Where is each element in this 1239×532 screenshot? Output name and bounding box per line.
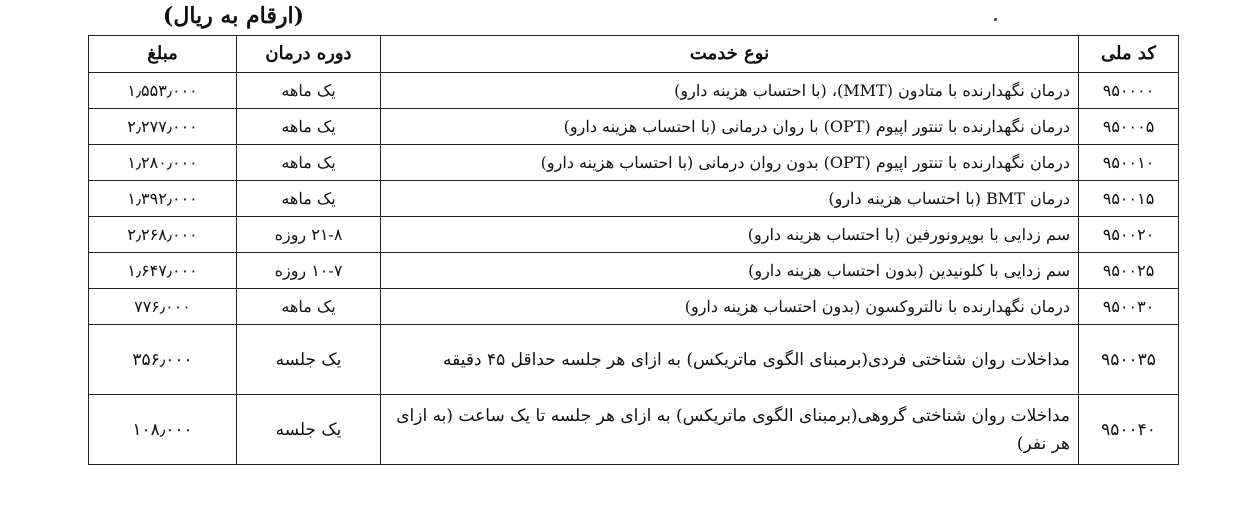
period-cell: یک ماهه — [237, 289, 381, 325]
national-code-cell: ۹۵۰۰۲۵ — [1079, 253, 1179, 289]
tariff-table — [88, 35, 1179, 465]
amount-cell: ۲٫۲۶۸٫۰۰۰ — [89, 217, 237, 253]
national-code-cell: ۹۵۰۰۳۵ — [1079, 325, 1179, 395]
national-code-cell: ۹۵۰۰۲۰ — [1079, 217, 1179, 253]
national-code-cell: ۹۵۰۰۳۰ — [1079, 289, 1179, 325]
service-cell: سم زدایی با کلونیدین (بدون احتساب هزینه دارو) — [381, 253, 1079, 289]
amount-cell: ۷۷۶٫۰۰۰ — [89, 289, 237, 325]
period-cell: یک ماهه — [237, 73, 381, 109]
service-cell: مداخلات روان شناختی فردی(برمبنای الگوی ماتریکس) به ازای هر جلسه حداقل ۴۵ دقیقه — [381, 325, 1079, 395]
service-cell: درمان نگهدارنده با متادون (MMT)، (با احتساب هزینه دارو) — [381, 73, 1079, 109]
amount-unit-caption: (ارقام به ریال) — [162, 3, 304, 29]
amount-cell: ۱٫۲۸۰٫۰۰۰ — [89, 145, 237, 181]
header-row — [89, 36, 1179, 73]
amount-cell: ۲٫۲۷۷٫۰۰۰ — [89, 109, 237, 145]
service-cell: مداخلات روان شناختی گروهی(برمبنای الگوی ماتریکس) به ازای هر جلسه تا یک ساعت (به ازای هر نفر) — [381, 395, 1079, 465]
national-code-cell: ۹۵۰۰۱۰ — [1079, 145, 1179, 181]
service-cell: سم زدایی با بوپرونورفین (با احتساب هزینه دارو) — [381, 217, 1079, 253]
service-cell: درمان نگهدارنده با نالتروکسون (بدون احتساب هزینه دارو) — [381, 289, 1079, 325]
amount-cell: ۱٫۵۵۳٫۰۰۰ — [89, 73, 237, 109]
header-amount: مبلغ — [89, 36, 237, 73]
table-row — [89, 181, 1179, 217]
table-row — [89, 253, 1179, 289]
table-row — [89, 289, 1179, 325]
national-code-cell: ۹۵۰۰۰۵ — [1079, 109, 1179, 145]
table-row — [89, 395, 1179, 465]
period-cell: ۱۰-۷ روزه — [237, 253, 381, 289]
amount-cell: ۱٫۶۴۷٫۰۰۰ — [89, 253, 237, 289]
table-row — [89, 217, 1179, 253]
period-cell: ۲۱-۸ روزه — [237, 217, 381, 253]
service-cell: درمان نگهدارنده با تنتور اپیوم (OPT) بدون روان درمانی (با احتساب هزینه دارو) — [381, 145, 1079, 181]
national-code-cell: ۹۵۰۰۴۰ — [1079, 395, 1179, 465]
amount-cell: ۳۵۶٫۰۰۰ — [89, 325, 237, 395]
national-code-cell: ۹۵۰۰۰۰ — [1079, 73, 1179, 109]
amount-cell: ۱٫۳۹۲٫۰۰۰ — [89, 181, 237, 217]
table-row — [89, 73, 1179, 109]
period-cell: یک جلسه — [237, 395, 381, 465]
header-period: دوره درمان — [237, 36, 381, 73]
service-cell: درمان نگهدارنده با تنتور اپیوم (OPT) با روان درمانی (با احتساب هزینه دارو) — [381, 109, 1079, 145]
scan-speck — [994, 18, 997, 21]
period-cell: یک ماهه — [237, 109, 381, 145]
period-cell: یک ماهه — [237, 145, 381, 181]
header-code: کد ملی — [1079, 36, 1179, 73]
period-cell: یک ماهه — [237, 181, 381, 217]
period-cell: یک جلسه — [237, 325, 381, 395]
national-code-cell: ۹۵۰۰۱۵ — [1079, 181, 1179, 217]
table-row — [89, 325, 1179, 395]
header-service: نوع خدمت — [381, 36, 1079, 73]
table-row — [89, 145, 1179, 181]
service-cell: درمان BMT (با احتساب هزینه دارو) — [381, 181, 1079, 217]
table-row — [89, 109, 1179, 145]
amount-cell: ۱۰۸٫۰۰۰ — [89, 395, 237, 465]
